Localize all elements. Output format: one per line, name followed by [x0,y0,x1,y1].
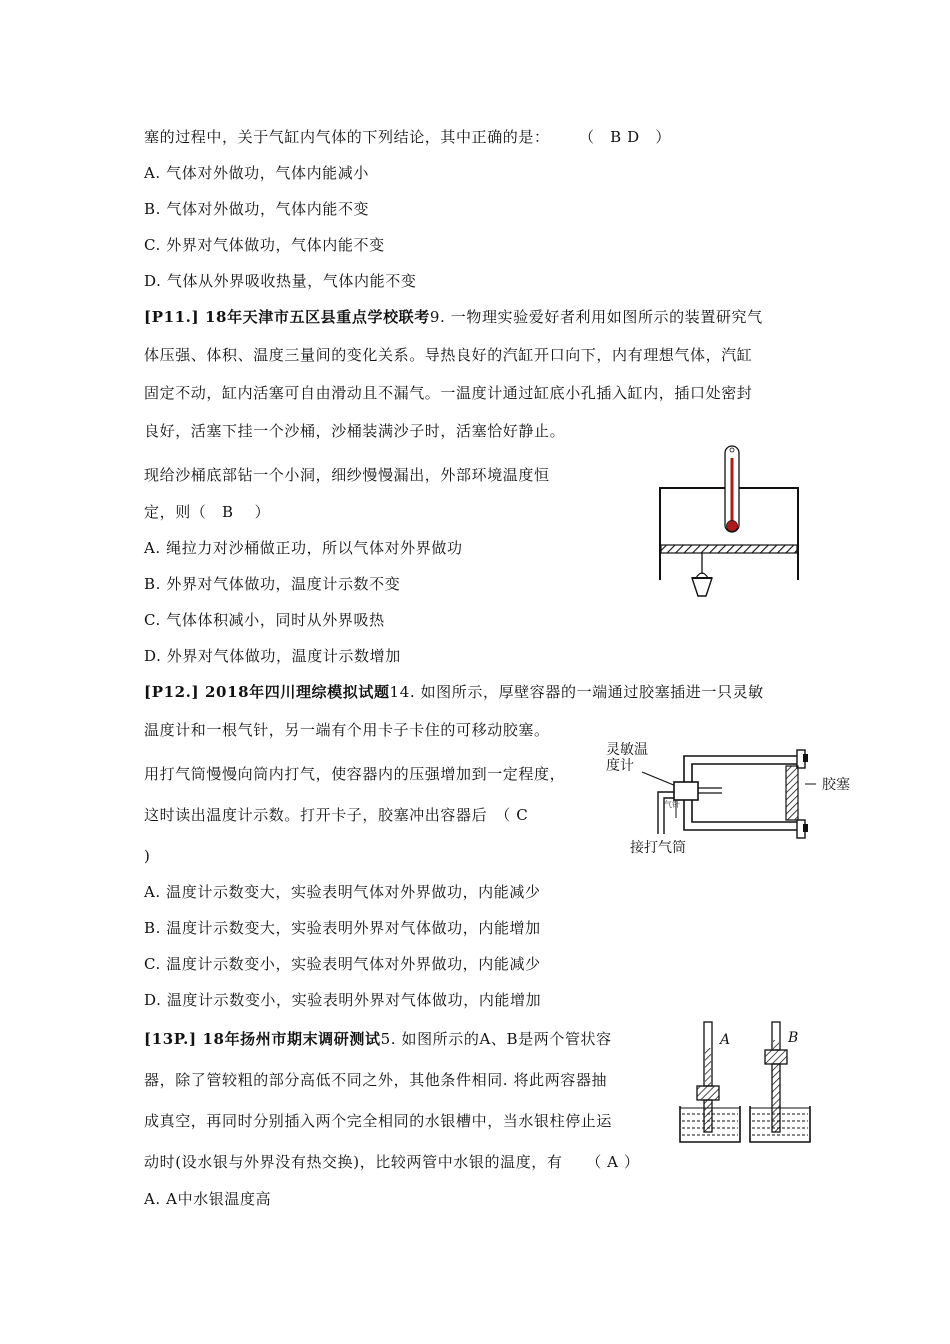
q13-line-3: 成真空，再同时分别插入两个完全相同的水银槽中，当水银柱停止运 [144,1112,613,1130]
q13-option-a: A. A中水银温度高 [144,1190,272,1208]
q13-text-1: 5. 如图所示的A、B是两个管状容 [380,1030,612,1048]
label-pump: 接打气筒 [630,840,686,856]
q12-option-a: A. 温度计示数变大，实验表明气体对外界做功，内能减少 [144,883,541,901]
label-plug: 胶塞 [822,777,850,793]
q11-line-5: 现给沙桶底部钻一个小洞，细纱慢慢漏出，外部环境温度恒 [144,466,550,484]
q13-line-2: 器，除了管较粗的部分高低不同之外，其他条件相同. 将此两容器抽 [144,1071,608,1089]
q12-text-1: 14. 如图所示，厚壁容器的一端通过胶塞插进一只灵敏 [389,683,764,701]
q10-option-b: B. 气体对外做功，气体内能不变 [144,200,370,218]
q12-option-c: C. 温度计示数变小，实验表明气体对外界做功，内能减少 [144,955,541,973]
q12-line-5: ) [144,847,151,865]
q11-line-6: 定，则（ B ） [144,503,271,521]
q12-source: [P12.] 2018年四川理综模拟试题 [144,683,390,701]
label-tube-b: B [788,1030,799,1046]
q13-line-4: 动时(设水银与外界没有热交换)，比较两管中水银的温度，有 （ A ） [144,1153,640,1171]
q11-option-a: A. 绳拉力对沙桶做正功，所以气体对外界做功 [144,539,463,557]
label-needle: 气针 [664,800,680,809]
q13-source: [13P.] 18年扬州市期末调研测试 [144,1030,381,1048]
q10-option-a: A. 气体对外做功，气体内能减小 [144,164,369,182]
q10-stem-line [144,127,671,147]
q10-stem-text: 塞的过程中，关于气缸内气体的下列结论，其中正确的是： [144,128,550,146]
q12-option-b: B. 温度计示数变大，实验表明外界对气体做功，内能增加 [144,919,541,937]
q11-line-1 [144,307,763,327]
q10-answer: （ B D ） [578,128,672,146]
q12-line-4: 这时读出温度计示数。打开卡子，胶塞冲出容器后 （ C [144,806,529,824]
q11-option-d: D. 外界对气体做功，温度计示数增加 [144,647,401,665]
q11-option-c: C. 气体体积减小，同时从外界吸热 [144,611,385,629]
q11-option-b: B. 外界对气体做功，温度计示数不变 [144,575,401,593]
tubes-figure [676,1018,816,1146]
q10-option-c: C. 外界对气体做功，气体内能不变 [144,236,385,254]
q12-line-1 [144,682,764,702]
q12-line-2: 温度计和一根气针，另一端有个用卡子卡住的可移动胶塞。 [144,721,550,739]
label-tube-a: A [720,1032,731,1048]
q11-text-1: 9. 一物理实验爱好者利用如图所示的装置研究气 [429,308,763,326]
q12-option-d: D. 温度计示数变小，实验表明外界对气体做功，内能增加 [144,991,542,1009]
q13-line-1 [144,1029,612,1049]
label-thermometer-2: 度计 [606,758,634,774]
q11-line-2: 体压强、体积、温度三量间的变化关系。导热良好的汽缸开口向下，内有理想气体，汽缸 [144,346,753,364]
label-thermometer-1: 灵敏温 [606,742,648,758]
container-figure [600,738,860,862]
q11-line-3: 固定不动，缸内活塞可自由滑动且不漏气。一温度计通过缸底小孔插入缸内，插口处密封 [144,384,753,402]
q12-line-3: 用打气筒慢慢向筒内打气，使容器内的压强增加到一定程度， [144,765,566,783]
q10-option-d: D. 气体从外界吸收热量，气体内能不变 [144,272,417,290]
q11-line-4: 良好，活塞下挂一个沙桶，沙桶装满沙子时，活塞恰好静止。 [144,422,566,440]
q11-source: [P11.] 18年天津市五区县重点学校联考 [144,308,430,326]
cylinder-figure [652,440,802,622]
